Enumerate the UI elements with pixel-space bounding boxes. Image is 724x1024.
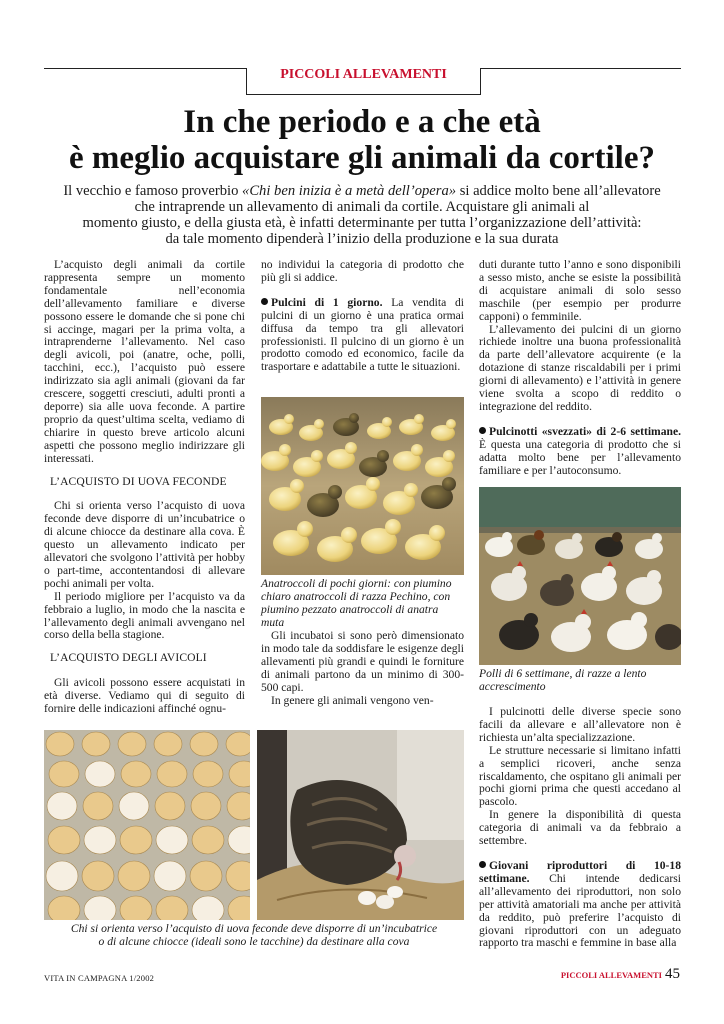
section-tab <box>246 68 481 95</box>
caption-line2: o di alcune chiocce (ideali sono le tacchine) da destinare alla cova <box>98 934 410 948</box>
column-2-top <box>261 259 464 374</box>
bullet-paragraph <box>479 860 681 950</box>
eggs-image <box>44 730 250 920</box>
bullet-icon <box>261 298 268 305</box>
lede-line1 <box>40 183 684 199</box>
paragraph: Il periodo migliore per l’acquisto va da febbraio a luglio, in modo che la nascita e l’allevamento degli animali avvengano nel corso della bella stagione. <box>44 589 245 642</box>
lede-line2: che intraprende un allevamento di animali da cortile. Acquistare gli animali al <box>134 199 590 215</box>
paragraph: Le strutture necessarie si limitano infatti a semplici ricoveri, anche senza riscaldamento, che ospitano gli animali per pochi giorni prima che questi accedano al pascolo. <box>479 743 681 809</box>
lede-line3: momento giusto, e della giusta età, è infatti determinante per tutta l’organizzazione dell’attività: <box>82 215 642 231</box>
chickens-photo <box>479 487 681 665</box>
page-title-line2: è meglio acquistare gli animali da cortile? <box>69 140 655 176</box>
paragraph: no individui la categoria di prodotto che più gli si addice. <box>261 258 464 284</box>
column-2-bottom <box>261 630 464 707</box>
column-1 <box>44 259 245 716</box>
paragraph: In genere gli animali vengono ven- <box>271 693 434 707</box>
lede-text: si addice molto bene all’allevatore <box>456 183 661 199</box>
column-3-top <box>479 259 681 478</box>
bullet-heading: Pulcinotti «svezzati» di 2-6 settimane. <box>489 424 681 438</box>
header-rule-left <box>44 68 247 69</box>
paragraph: L’allevamento dei pulcini di un giorno richiede inoltre una buona professionalità da parte dell’allevatore acquirente (e la dotazione di stanze riscaldabili per i primi giorni di allevamento) e l’attività in genere viene svolta a scopo di reddito o integrazione del reddito. <box>479 322 681 413</box>
bullet-paragraph <box>479 426 681 478</box>
lede <box>40 183 684 247</box>
paragraph: duti durante tutto l’anno e sono disponibili a sesso misto, anche se esiste la possibilità di acquistare animali di solo sesso maschile (per esempio per produrre capponi) o femminile. <box>479 258 681 323</box>
bullet-icon <box>479 427 486 434</box>
subheading-uova: L’ACQUISTO DI UOVA FECONDE <box>50 474 227 488</box>
turkey-photo <box>257 730 464 920</box>
eggs-photo <box>44 730 250 920</box>
ducklings-image <box>261 397 464 575</box>
footer-publication: VITA IN CAMPAGNA 1/2002 <box>44 973 155 983</box>
turkey-image <box>257 730 464 920</box>
section-label: PICCOLI ALLEVAMENTI <box>280 67 447 82</box>
ducklings-caption: Anatroccoli di pochi giorni: con piumino chiaro anatroccoli di razza Pechino, con piumino pezzato anatroccoli di anatra muta <box>261 577 452 629</box>
bullet-text: La vendita di pulcini di un giorno è una pratica ormai diffusa da tempo tra gli allevatori professionisti. Il pulcino di un giorno è un prodotto comodo ed economico, facile da trasportare e adattabile a tutte le situazioni. <box>261 295 464 374</box>
footer-section-label: PICCOLI ALLEVAMENTI <box>560 970 662 980</box>
lede-line4: da tale momento dipenderà l’inizio della produzione e la sua durata <box>165 231 559 247</box>
chickens-image <box>479 487 681 665</box>
caption-line1: Chi si orienta verso l’acquisto di uova feconde deve disporre di un’incubatrice <box>70 922 438 935</box>
bullet-text: È questa una categoria di prodotto che si adatta molto bene per l’allevamento familiare e per l’autoconsumo. <box>479 437 681 477</box>
lede-text: Il vecchio e famoso proverbio <box>63 183 243 199</box>
paragraph: Chi si orienta verso l’acquisto di uova feconde deve disporre di un’incubatrice o di alcune chiocce da destinare alla cova. È questo un allevamento indicato per allevatori che svolgono l’attività per hobby o part-time, accontentandosi di allevare pochi animali per volta. <box>44 499 245 590</box>
lede-proverb: «Chi ben inizia è a metà dell’opera» <box>242 183 457 199</box>
bullet-icon <box>479 861 486 868</box>
bullet-heading: Pulcini di 1 giorno. <box>271 295 383 309</box>
page-number: 45 <box>665 966 680 982</box>
subheading-avicoli: L’ACQUISTO DEGLI AVICOLI <box>50 651 207 665</box>
page-title-line1: In che periodo e a che età <box>183 104 541 140</box>
column-3-bottom <box>479 706 681 950</box>
bullet-text: Chi intende dedicarsi all’allevamento dei riproduttori, non solo per attività amatoriali ma anche per attività da reddito, può preferire l’acquisto di giovani riproduttori con un adeguato rapporto tra maschi e femmine in base alla <box>479 871 681 950</box>
ducklings-photo <box>261 397 464 575</box>
footer-section <box>561 966 680 983</box>
bullet-paragraph <box>261 297 464 374</box>
paragraph: I pulcinotti delle diverse specie sono facili da allevare e all’allevatore non è richiesta un’alta specializzazione. <box>479 705 681 744</box>
header-rule-right <box>479 68 681 69</box>
eggs-turkey-caption <box>44 923 464 949</box>
paragraph: Gli avicoli possono essere acquistati in età diverse. Vediamo qui di seguito di fornire delle indicazioni affinché ognu- <box>44 676 245 716</box>
chickens-caption: Polli di 6 settimane, di razze a lento accrescimento <box>479 667 647 693</box>
paragraph: In genere la disponibilità di questa categoria di animali va da febbraio a settembre. <box>479 808 681 848</box>
paragraph: Gli incubatoi si sono però dimensionato in modo tale da soddisfare le esigenze degli allevamenti più grandi e quindi le forniture di animali partono da un minimo di 300-500 capi. <box>261 629 464 694</box>
bullet-heading: Giovani riproduttori di 10-18 settimane. <box>479 858 681 885</box>
paragraph: L’acquisto degli animali da cortile rappresenta sempre un momento fondamentale nell’economia dell’allevamento familiare e diverse possono essere le domande che si pone chi si accinge, magari per la prima volta, a intraprenderne l’allevamento. Nel caso degli avicoli, poi (anatre, oche, polli, tacchini, ecc.), l’acquisto può essere indirizzato sia agli animali (giovani da far crescere, soggetti cresciuti, adulti pronti a deporre) sia alle uova feconde. A partire proprio da quest’ultima scelta, vediamo di chiarire in questo breve articolo alcuni aspetti che possono meglio indirizzare gli interessati. <box>44 258 245 465</box>
